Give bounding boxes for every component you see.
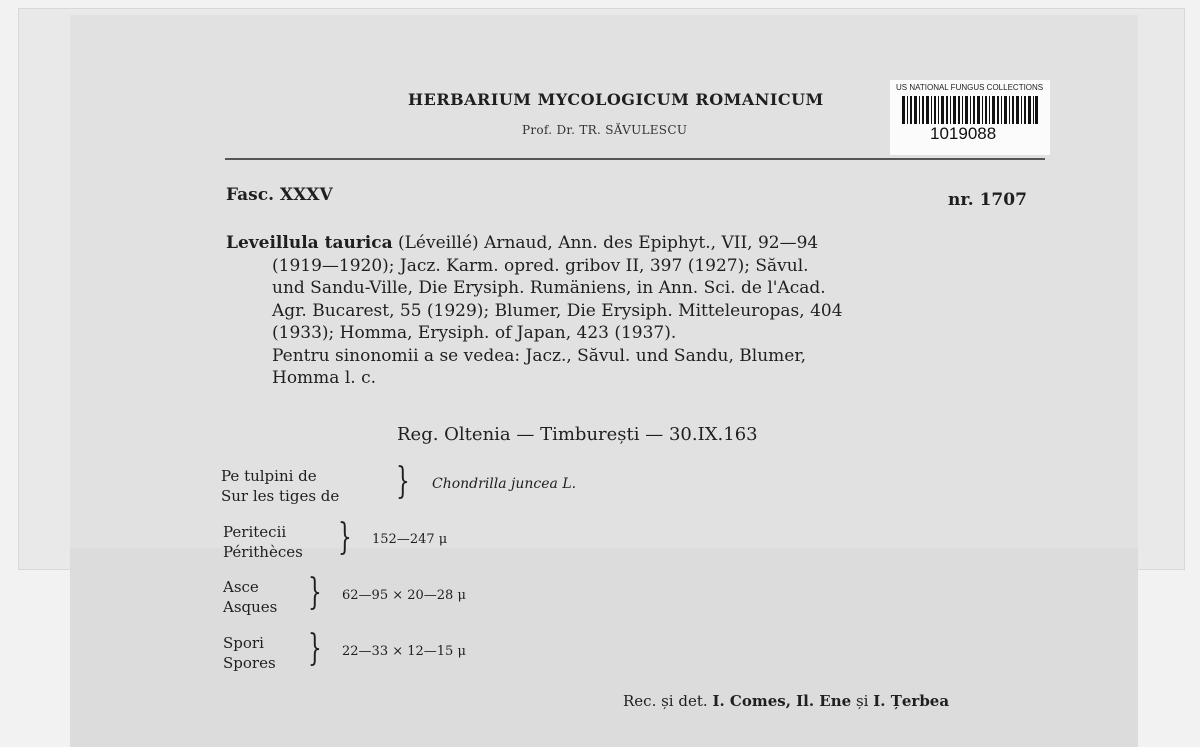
- herbarium-title: HERBARIUM MYCOLOGICUM ROMANICUM: [408, 90, 824, 109]
- collector-prefix: Rec. și det.: [623, 692, 708, 710]
- synonymy-line: Homma l. c.: [272, 368, 377, 388]
- taxon-citation: [226, 232, 843, 390]
- collector-last: I. Țerbea: [873, 692, 950, 710]
- perithecia-label: [223, 522, 303, 562]
- locality-date: Reg. Oltenia — Timburești — 30.IX.163: [397, 424, 758, 445]
- collector-conj: și: [855, 692, 869, 710]
- perithecia-label-ro: Peritecii: [223, 523, 287, 541]
- spores-label-ro: Spori: [223, 634, 264, 652]
- spores-label-fr: Spores: [223, 654, 276, 672]
- barcode-label: [890, 80, 1050, 155]
- citation-line: Agr. Bucarest, 55 (1929); Blumer, Die Erysiph. Mitteleuropas, 404: [272, 300, 843, 321]
- citation-line: (1919—1920); Jacz. Karm. opred. gribov II, 397 (1927); Săvul.: [272, 255, 809, 276]
- host-label-ro: Pe tulpini de: [221, 467, 317, 485]
- fascicle-number: Fasc. XXXV: [226, 185, 333, 205]
- asci-size: 62—95 × 20—28 μ: [342, 588, 466, 603]
- herbarium-director: Prof. Dr. TR. SĂVULESCU: [522, 123, 688, 137]
- citation-line: (1933); Homma, Erysiph. of Japan, 423 (1937).: [272, 323, 677, 343]
- host-label: [221, 466, 339, 506]
- asci-label-fr: Asques: [223, 598, 278, 616]
- barcode-icon: [902, 96, 1038, 124]
- brace-glyph: }: [308, 572, 322, 613]
- species-name: Leveillula taurica: [226, 233, 393, 253]
- asci-label-ro: Asce: [223, 578, 259, 596]
- host-name: Chondrilla juncea L.: [432, 476, 577, 492]
- perithecia-size: 152—247 μ: [372, 532, 448, 547]
- brace-glyph: }: [308, 628, 322, 669]
- collector-line: [623, 692, 949, 710]
- citation-line: und Sandu-Ville, Die Erysiph. Rumäniens, in Ann. Sci. de l'Acad.: [272, 278, 826, 298]
- spores-size: 22—33 × 12—15 μ: [342, 644, 466, 659]
- synonymy-line: Pentru sinonomii a se vedea: Jacz., Săvul. und Sandu, Blumer,: [272, 345, 807, 366]
- perithecia-label-fr: Périthèces: [223, 543, 303, 561]
- exsiccata-number: nr. 1707: [948, 190, 1027, 210]
- barcode-collection-name: US NATIONAL FUNGUS COLLECTIONS: [896, 83, 1044, 92]
- spores-label: [223, 633, 276, 673]
- barcode-number: 1019088: [930, 124, 997, 143]
- header-divider: [225, 158, 1045, 160]
- citation-text: (Léveillé) Arnaud, Ann. des Epiphyt., VII, 92—94: [392, 233, 819, 253]
- brace-glyph: }: [338, 517, 352, 558]
- collector-names: I. Comes, Il. Ene: [712, 692, 852, 710]
- host-label-fr: Sur les tiges de: [221, 487, 340, 505]
- asci-label: [223, 577, 277, 617]
- brace-glyph: }: [396, 461, 410, 502]
- citation-line: [226, 232, 843, 255]
